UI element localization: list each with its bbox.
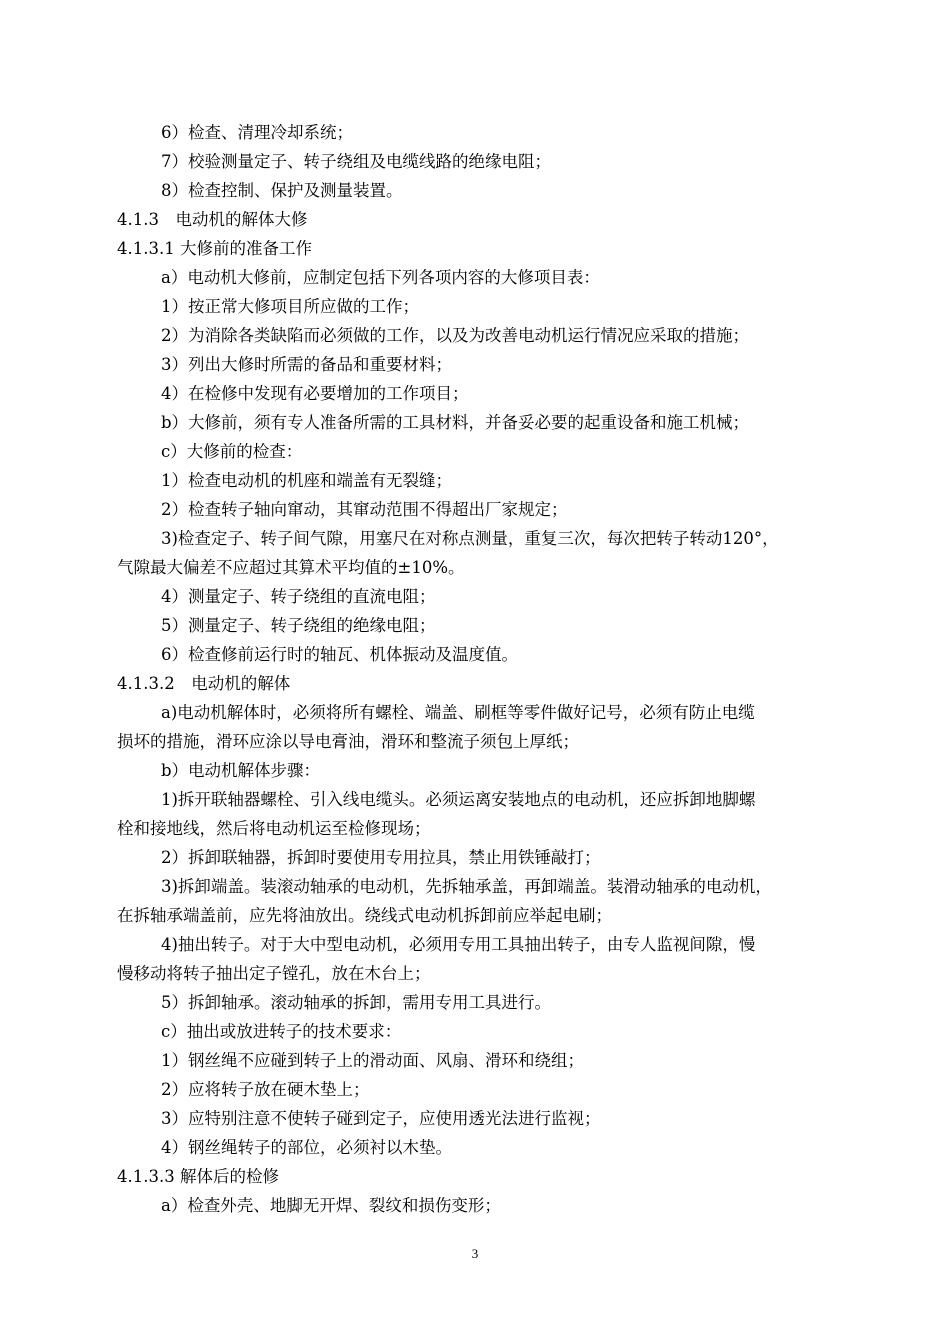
text-line: c）大修前的检查： bbox=[161, 442, 303, 461]
text-line: 6）检查修前运行时的轴瓦、机体振动及温度值。 bbox=[161, 645, 518, 664]
text-line: 1)拆开联轴器螺栓、引入线电缆头。必须运离安装地点的电动机，还应拆卸地脚螺 bbox=[161, 790, 756, 809]
text-line: 1）按正常大修项目所应做的工作； bbox=[161, 297, 419, 316]
section-heading: 4.1.3 电动机的解体大修 bbox=[117, 210, 308, 229]
text-line: b）大修前，须有专人准备所需的工具材料，并备妥必要的起重设备和施工机械； bbox=[161, 413, 750, 432]
section-heading: 4.1.3.3 解体后的检修 bbox=[117, 1167, 279, 1186]
text-line: 4）在检修中发现有必要增加的工作项目； bbox=[161, 384, 469, 403]
text-line: 2）检查转子轴向窜动，其窜动范围不得超出厂家规定； bbox=[161, 500, 568, 519]
text-line: 4）测量定子、转子绕组的直流电阻； bbox=[161, 587, 436, 606]
text-line: 6）检查、清理冷却系统； bbox=[161, 123, 353, 142]
text-line: 3)拆卸端盖。装滚动轴承的电动机，先拆轴承盖，再卸端盖。装滑动轴承的电动机， bbox=[161, 877, 772, 896]
text-line: 气隙最大偏差不应超过其算术平均值的±10%。 bbox=[117, 558, 465, 577]
text-line: 4)抽出转子。对于大中型电动机，必须用专用工具抽出转子，由专人监视间隙，慢 bbox=[161, 935, 756, 954]
section-heading: 4.1.3.2 电动机的解体 bbox=[117, 674, 291, 693]
page-number: 3 bbox=[471, 1246, 479, 1261]
text-line: 4）钢丝绳转子的部位，必须衬以木垫。 bbox=[161, 1138, 452, 1157]
text-line: 栓和接地线，然后将电动机运至检修现场； bbox=[117, 819, 431, 838]
text-line: 2）应将转子放在硬木垫上； bbox=[161, 1080, 370, 1099]
text-line: 3）应特别注意不使转子碰到定子，应使用透光法进行监视； bbox=[161, 1109, 601, 1128]
text-line: a）电动机大修前，应制定包括下列各项内容的大修项目表： bbox=[161, 268, 600, 287]
text-line: 损坏的措施，滑环应涂以导电膏油，滑环和整流子须包上厚纸； bbox=[117, 732, 579, 751]
text-line: 1）钢丝绳不应碰到转子上的滑动面、风扇、滑环和绕组； bbox=[161, 1051, 584, 1070]
text-line: 2）拆卸联轴器，拆卸时要使用专用拉具，禁止用铁锤敲打； bbox=[161, 848, 601, 867]
section-heading: 4.1.3.1 大修前的准备工作 bbox=[117, 239, 312, 258]
text-line: 8）检查控制、保护及测量装置。 bbox=[161, 181, 403, 200]
text-line: 5）测量定子、转子绕组的绝缘电阻； bbox=[161, 616, 436, 635]
text-line: 慢移动将转子抽出定子镗孔，放在木台上； bbox=[117, 964, 431, 983]
text-line: 3）列出大修时所需的备品和重要材料； bbox=[161, 355, 452, 374]
text-line: 1）检查电动机的机座和端盖有无裂缝； bbox=[161, 471, 452, 490]
text-line: a)电动机解体时，必须将所有螺栓、端盖、刷框等零件做好记号，必须有防止电缆 bbox=[161, 703, 755, 722]
text-line: 2）为消除各类缺陷而必须做的工作，以及为改善电动机运行情况应采取的措施； bbox=[161, 326, 749, 345]
text-line: 在拆轴承端盖前，应先将油放出。绕线式电动机拆卸前应举起电刷； bbox=[117, 906, 612, 925]
text-line: b）电动机解体步骤： bbox=[161, 761, 321, 780]
text-line: 5）拆卸轴承。滚动轴承的拆卸，需用专用工具进行。 bbox=[161, 993, 551, 1012]
text-line: 7）校验测量定子、转子绕组及电缆线路的绝缘电阻； bbox=[161, 152, 551, 171]
text-line: c）抽出或放进转子的技术要求： bbox=[161, 1022, 402, 1041]
text-line: 3)检查定子、转子间气隙，用塞尺在对称点测量，重复三次，每次把转子转动120°， bbox=[161, 529, 779, 548]
text-line: a）检查外壳、地脚无开焊、裂纹和损伤变形； bbox=[161, 1196, 501, 1215]
